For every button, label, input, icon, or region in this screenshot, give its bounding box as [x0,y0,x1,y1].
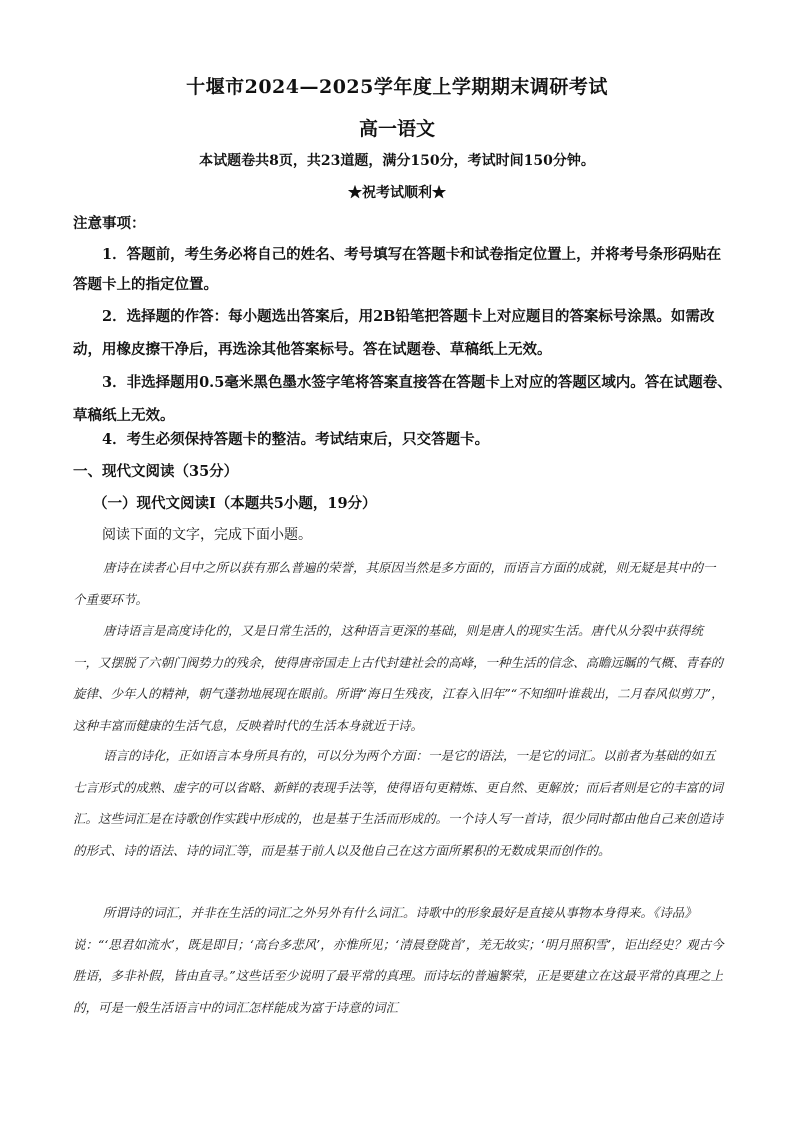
notice-item-2: 2．选择题的作答：每小题选出答案后，用2B铅笔把答题卡上对应题目的答案标号涂黑。如需改动，用橡皮擦干净后，再选涂其他答案标号。答在试题卷、草稿纸上无效。 [73,308,715,358]
exam-title: 十堰市2024—2025学年度上学期期末调研考试 [186,76,608,98]
exam-subject: 高一语文 [358,118,435,140]
section-heading: 一、现代文阅读（35分） [73,463,239,480]
exam-wish: ★祝考试顺利★ [348,185,446,201]
passage-paragraph: 语言的诗化，正如语言本身所具有的，可以分为两个方面：一是它的语法，一是它的词汇。以前者为基础的如五七言形式的成熟、虚字的可以省略、新鲜的表现手法等，使得语句更精炼、更自然、更解放；而后者则是它的丰富的词汇。这些词汇是在诗歌创作实践中形成的，也是基于生活而形成的。一个诗人写一首诗，很少同时都由他自己来创造诗的形式、诗的语法、诗的词汇等，而是基于前人以及他自己在这方面所累积的无数成果而创作的。 [73,748,724,858]
notice-heading: 注意事项： [73,215,146,232]
passage-paragraph: 所谓诗的词汇，并非在生活的词汇之外另外有什么词汇。诗歌中的形象最好是直接从事物本身得来。《诗品》说：“‘思君如流水’，既是即目；‘高台多悲风’，亦惟所见；‘清晨登陇首’，羌无故实；‘明月照积雪’，讵出经史？观古今胜语，多非补假，皆由直寻。”这些话至少说明了最平常的真理。而诗坛的普遍繁荣，正是要建立在这最平常的真理之上的，可是一般生活语言中的词汇怎样能成为富于诗意的词汇 [73,905,724,1015]
reading-instruction: 阅读下面的文字，完成下面小题。 [102,527,312,543]
notice-item-1: 1．答题前，考生务必将自己的姓名、考号填写在答题卡和试卷指定位置上，并将考号条形码贴在答题卡上的指定位置。 [73,246,722,293]
notice-item-4: 4．考生必须保持答题卡的整洁。考试结束后，只交答题卡。 [102,431,490,448]
notice-item-3: 3．非选择题用0.5毫米黑色墨水签字笔将答案直接答在答题卡上对应的答题区域内。答在试题卷、草稿纸上无效。 [73,374,732,424]
subsection-heading: （一）现代文阅读Ⅰ（本题共5小题，19分） [93,495,377,512]
passage-paragraph: 唐诗在读者心目中之所以获有那么普遍的荣誉，其原因当然是多方面的，而语言方面的成就，则无疑是其中的一个重要环节。 [73,560,716,607]
exam-info: 本试题卷共8页，共23道题，满分150分，考试时间150分钟。 [199,153,595,169]
passage-paragraph: 唐诗语言是高度诗化的，又是日常生活的，这种语言更深的基础，则是唐人的现实生活。唐代从分裂中获得统一，又摆脱了六朝门阀势力的残余，使得唐帝国走上古代封建社会的高峰，一种生活的信念、高瞻远瞩的气概、青春的旋律、少年人的精神，朝气蓬勃地展现在眼前。所谓“海日生残夜，江春入旧年”“不知细叶谁裁出，二月春风似剪刀”，这种丰富而健康的生活气息，反映着时代的生活本身就近于诗。 [73,623,724,733]
